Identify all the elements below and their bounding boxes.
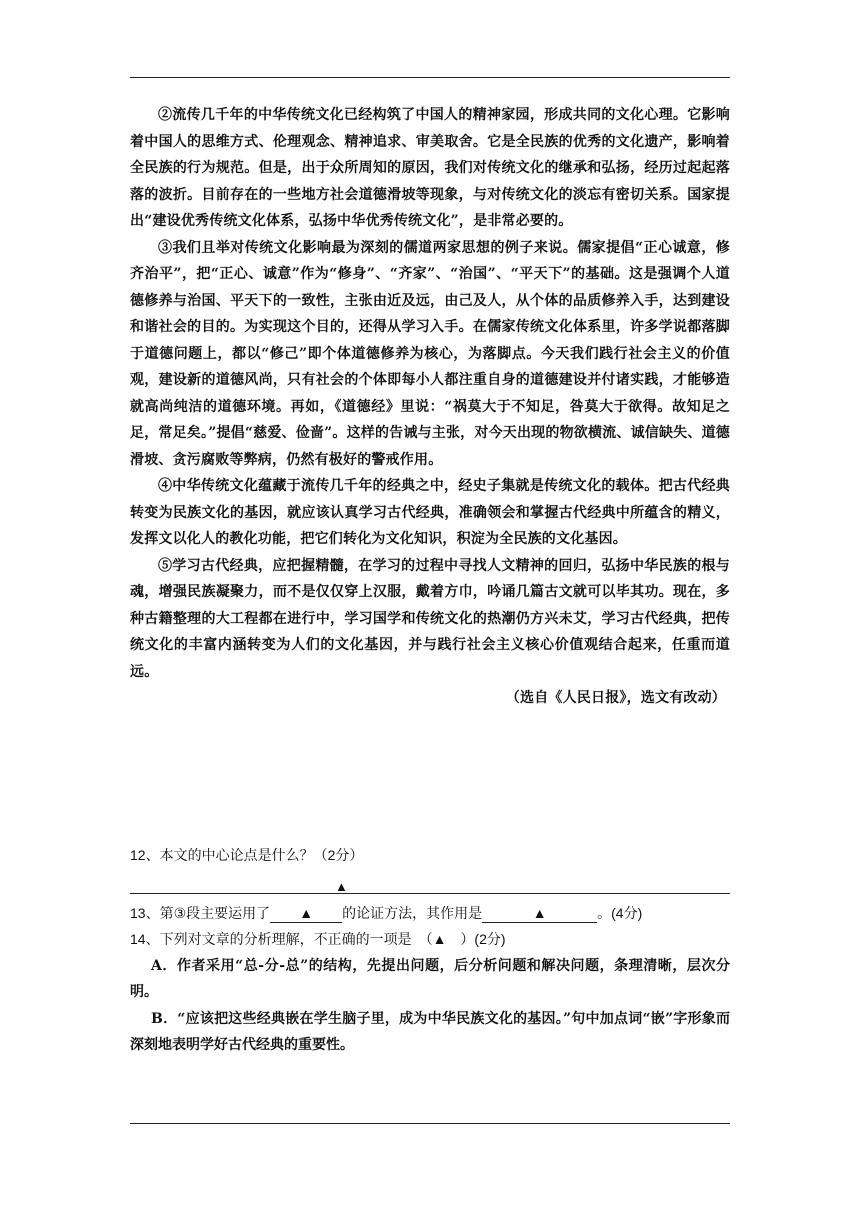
dotted-word: 嵌 [285,1010,300,1027]
answer-blank-13b[interactable]: ▲ [482,904,597,923]
source-citation: （选自《人民日报》，选文有改动） [505,690,726,706]
option-b-text-pre: B．“应该把这些经典 [151,1010,286,1027]
answer-line-12[interactable] [130,873,730,894]
paragraph-5: ⑤学习古代经典，应把握精髓，在学习的过程中寻找人文精神的回归，弘扬中华民族的根与魂，增强民族凝聚力，而不是仅仅穿上汉服，戴着方巾，吟诵几篇古文就可以毕其功。现在，多种古籍整理的大工程都在进行中，学习国学和传统文化的热潮仍方兴未艾，学习古代经典，把传统文化的丰富内涵转变为人们的文化基因，并与践行社会主义核心价值观结合起来，任重而道远。 [130,557,730,680]
answer-blank-13a[interactable]: ▲ [270,904,342,923]
bottom-rule [130,1123,730,1124]
paragraph-3: ③我们且举对传统文化影响最为深刻的儒道两家思想的例子来说。儒家提倡“正心诚意，修齐治平”，把“正心、诚意”作为“修身”、“齐家”、“治国”、“平天下”的基础。这是强调个人道德修养与治国、平天下的一致性，主张由近及远，由己及人，从个体的品质修养入手，达到建设和谐社会的目的。为实现这个目的，还得从学习入手。在儒家传统文化体系里，许多学说都落脚于道德问题上，都以“修己”即个体道德修养为核心，为落脚点。今天我们践行社会主义的价值观，建设新的道德风尚，只有社会的个体即每小人都注重自身的道德建设并付诸实践，才能够造就高尚纯洁的道德环境。再如，《道德经》里说：“祸莫大于不知足，咎莫大于欲得。故知足之足，常足矣。”提倡“慈爱、俭啬”。这样的告诫与主张，对今天出现的物欲横流、诚信缺失、道德滑坡、贪污腐败等弊病，仍然有极好的警戒作用。 [130,239,730,468]
question-14: 14、下列对文章的分析理解，不正确的一项是 （▲ ）(2分) [130,931,506,947]
question-13-text-b: 的论证方法，其作用是 [342,904,483,921]
option-b-text-post: 在学生脑子里，成为中华民族文化的基因。”句中加点词“嵌”字形象而深刻地表明学好古代经典的重要性。 [130,1010,731,1053]
question-13-text-a: 13、第③段主要运用了 [130,904,271,921]
option-b [130,1006,730,1059]
top-rule [130,77,730,78]
paragraph-2: ②流传几千年的中华传统文化已经构筑了中国人的精神家园，形成共同的文化心理。它影响着中国人的思维方式、伦理观念、精神追求、审美取舍。它是全民族的优秀的文化遗产，影响着全民族的行为规范。但是，出于众所周知的原因，我们对传统文化的继承和弘扬，经历过起起落落的波折。目前存在的一些地方社会道德滑坡等现象，与对传统文化的淡忘有密切关系。国家提出“建设优秀传统文化体系，弘扬中华优秀传统文化”，是非常必要的。 [130,107,730,229]
paragraph-4: ④中华传统文化蕴藏于流传几千年的经典之中，经史子集就是传统文化的载体。把古代经典转变为民族文化的基因，就应该认真学习古代经典，准确领会和掌握古代经典中所蕴含的精义，发挥文以化人的教化功能，把它们转化为文化知识，积淀为全民族的文化基因。 [130,478,730,547]
questions-section [130,842,730,1059]
question-13 [130,900,730,927]
question-13-text-c: 。(4分) [597,904,643,921]
option-a: A．作者采用“总-分-总”的结构，先提出问题，后分析问题和解决问题，条理清晰，层次分明。 [130,957,730,1000]
article-body [130,102,730,712]
question-12: 12、本文的中心论点是什么？（2分） [130,847,364,863]
triangle-mark-icon: ▲ [335,878,348,894]
